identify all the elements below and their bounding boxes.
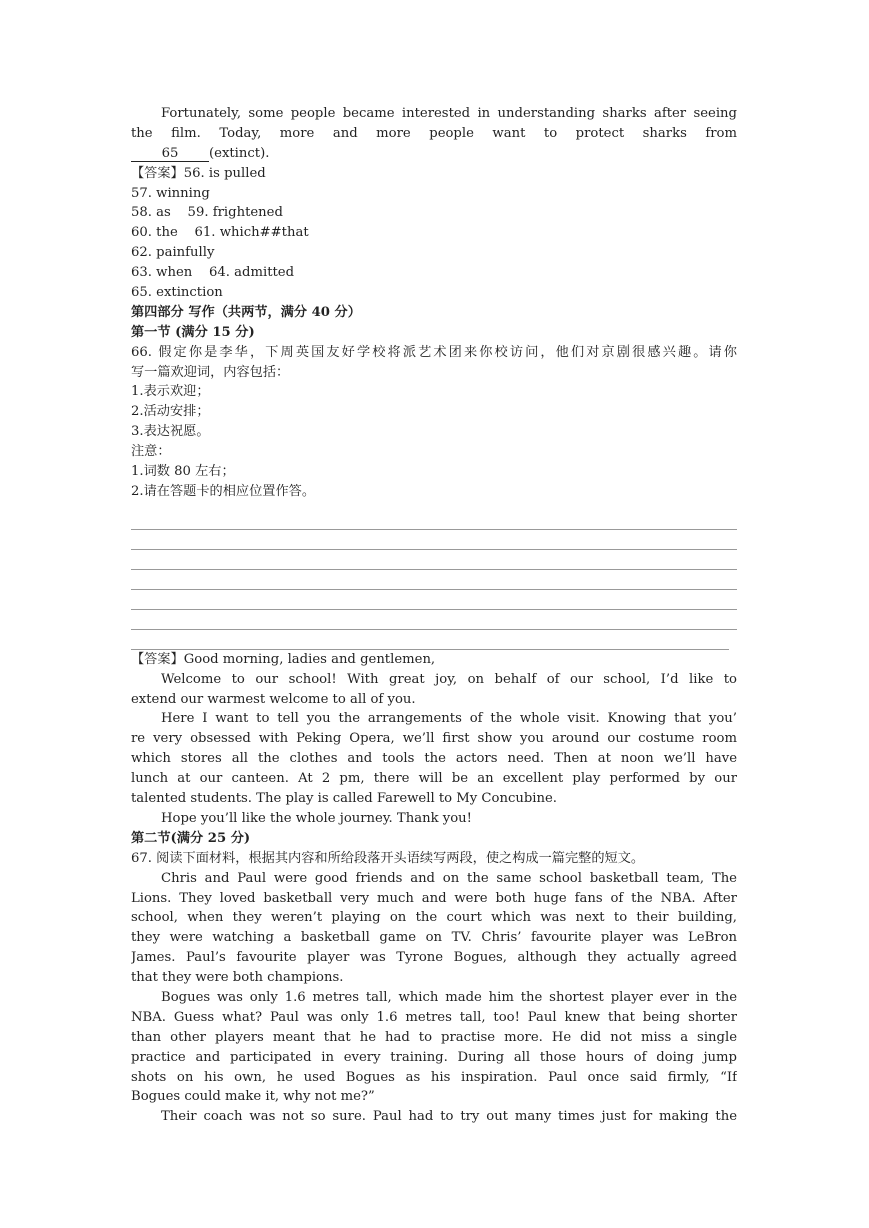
answer66-line: extend our warmest welcome to all of you.: [131, 691, 416, 707]
task66-line: 2.活动安排；: [131, 404, 210, 420]
answer66-opening: 【答案】Good morning, ladies and gentlemen,: [131, 651, 436, 667]
answer66-line: re very obsessed with Peking Opera, we’ll first show you around our costume room: [131, 731, 737, 747]
section2-title: 第二节(满分 25 分): [131, 830, 251, 846]
answer-line: 57. winning: [131, 185, 210, 201]
task66-line: 66. 假定你是李华，下周英国友好学校将派艺术团来你校访问，他们对京剧很感兴趣。请你: [131, 344, 737, 360]
task66-line: 1.词数 80 左右；: [131, 464, 235, 480]
story-line: NBA. Guess what? Paul was only 1.6 metres tall, too! Paul knew that being shorter: [131, 1009, 737, 1025]
story-line: that they were both champions.: [131, 970, 344, 986]
task66-line: 3.表达祝愿。: [131, 424, 210, 440]
writing-line: [131, 510, 737, 530]
story-line: Bogues could make it, why not me?”: [131, 1089, 375, 1105]
story-line: Their coach was not so sure. Paul had to try out many times just for making the: [161, 1109, 737, 1125]
story-line: they were watching a basketball game on TV. Chris’ favourite player was LeBron: [131, 930, 737, 946]
writing-line: [131, 570, 737, 590]
answer66-line: lunch at our canteen. At 2 pm, there will be an excellent play performed by our: [131, 771, 737, 787]
writing-line: [131, 550, 737, 570]
story-line: Chris and Paul were good friends and on the same school basketball team, The: [161, 870, 737, 886]
task67-prompt: 67. 阅读下面材料，根据其内容和所给段落开头语续写两段，使之构成一篇完整的短文。: [131, 850, 645, 866]
answer-writing-lines: [131, 510, 737, 650]
answer66-line: which stores all the clothes and tools the actors need. Then at noon we’ll have: [131, 751, 737, 767]
answer-line: 【答案】56. is pulled: [131, 165, 266, 181]
part4-title: 第四部分 写作（共两节，满分 40 分）: [131, 304, 361, 320]
answer66-line: Here I want to tell you the arrangements of the whole visit. Knowing that you’: [161, 711, 737, 727]
story-line: practice and participated in every training. During all those hours of doing jump: [131, 1049, 737, 1065]
answer66-line: Hope you’ll like the whole journey. Thank you!: [161, 810, 472, 826]
passage-line: [131, 144, 737, 164]
document-page: [131, 104, 737, 1127]
story-line: Bogues was only 1.6 metres tall, which made him the shortest player ever in the: [161, 989, 737, 1005]
answer66-line: talented students. The play is called Farewell to My Concubine.: [131, 791, 557, 807]
writing-line: [131, 610, 737, 630]
answer-line: 63. when 64. admitted: [131, 265, 295, 281]
writing-line: [131, 630, 729, 650]
task66-line: 写一篇欢迎词，内容包括：: [131, 364, 290, 380]
task66-line: 2.请在答题卡的相应位置作答。: [131, 483, 316, 499]
answer-line: 58. as 59. frightened: [131, 205, 283, 221]
story-line: than other players meant that he had to practise more. He did not miss a single: [131, 1029, 737, 1045]
section1-title: 第一节 (满分 15 分): [131, 324, 255, 340]
writing-line: [131, 530, 737, 550]
story-line: school, when they weren’t playing on the court which was next to their building,: [131, 910, 737, 926]
story-line: Lions. They loved basketball very much and were both huge fans of the NBA. After: [131, 890, 737, 906]
story-line: shots on his own, he used Bogues as his inspiration. Paul once said firmly, “If: [131, 1069, 737, 1085]
answer-line: 62. painfully: [131, 245, 215, 261]
blank-hint: (extinct).: [209, 145, 270, 161]
passage-line: Fortunately, some people became interested in understanding sharks after seeing: [161, 106, 737, 121]
blank-65: 65: [131, 146, 209, 162]
answer66-line: Welcome to our school! With great joy, on behalf of our school, I’d like to: [161, 671, 737, 687]
passage-line: the film. Today, more and more people want to protect sharks from: [131, 125, 737, 141]
task66-line: 1.表示欢迎；: [131, 384, 210, 400]
answer-line: 65. extinction: [131, 285, 223, 301]
writing-line: [131, 590, 737, 610]
answer-line: 60. the 61. which##that: [131, 225, 309, 241]
story-line: James. Paul’s favourite player was Tyrone Bogues, although they actually agreed: [131, 950, 737, 966]
answer-list: [131, 164, 737, 303]
task66-line: 注意：: [131, 444, 171, 460]
